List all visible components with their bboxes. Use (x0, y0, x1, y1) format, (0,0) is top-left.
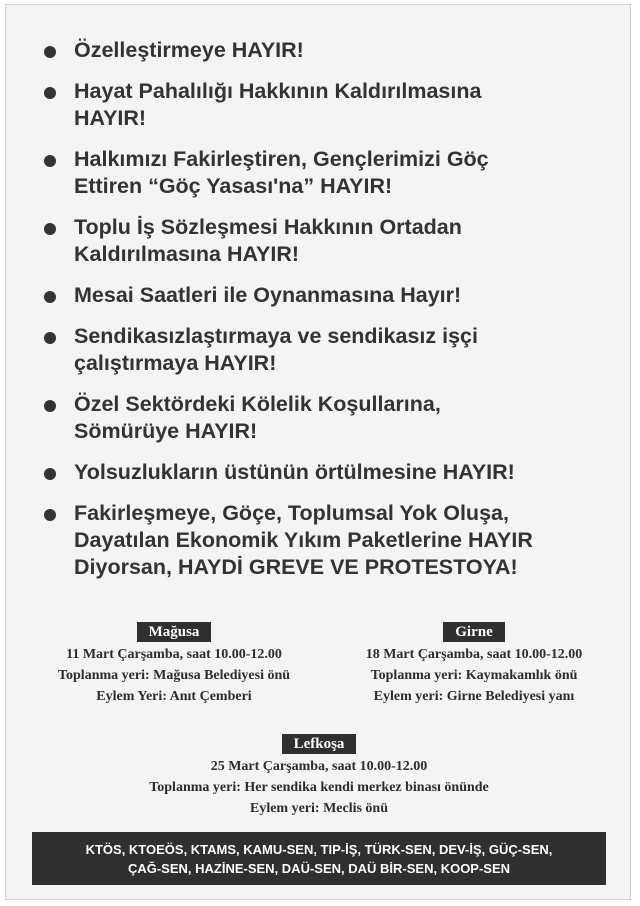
demand-item (42, 500, 612, 581)
demand-text: Halkımızı Fakirleştiren, Gençlerimizi Göç Ettiren “Göç Yasası'na” HAYIR! (74, 147, 489, 198)
union-list-banner (32, 832, 606, 885)
city-label: Girne (443, 622, 505, 642)
bullet-icon (44, 291, 56, 303)
demand-item (42, 214, 612, 268)
bullet-icon (44, 332, 56, 344)
bullet-icon (44, 400, 56, 412)
demand-text: Yolsuzlukların üstünün örtülmesine HAYIR! (74, 460, 515, 484)
bullet-icon (44, 468, 56, 480)
event-date: 25 Mart Çarşamba, saat 10.00-12.00 (210, 759, 428, 774)
demand-text: Hayat Pahalılığı Hakkının Kaldırılmasına HAYIR! (74, 79, 482, 130)
demand-text: Sendikasızlaştırmaya ve sendikasız işçi çalıştırmaya HAYIR! (74, 324, 478, 375)
bullet-icon (44, 87, 56, 99)
location-girne (324, 622, 624, 707)
action-place: Eylem yeri: Meclis önü (249, 801, 389, 816)
location-magusa (24, 622, 324, 707)
union-list-line: ÇAĞ-SEN, HAZİNE-SEN, DAÜ-SEN, DAÜ BİR-SEN, KOOP-SEN (127, 861, 511, 876)
gathering-place: Toplanma yeri: Kaymakamlık önü (370, 668, 578, 683)
poster (5, 4, 631, 900)
bullet-icon (44, 223, 56, 235)
demand-item (42, 78, 612, 132)
demand-text: Mesai Saatleri ile Oynanmasına Hayır! (74, 283, 462, 307)
bullet-icon (44, 509, 56, 521)
demand-item (42, 323, 612, 377)
demand-text: Toplu İş Sözleşmesi Hakkının Ortadan Kaldırılmasına HAYIR! (74, 215, 462, 266)
demand-item (42, 37, 612, 64)
event-date: 18 Mart Çarşamba, saat 10.00-12.00 (365, 647, 583, 662)
demand-list (42, 37, 612, 595)
demand-item (42, 146, 612, 200)
location-lefkosa (69, 734, 569, 819)
city-label: Lefkoşa (282, 734, 357, 754)
union-list-line: KTÖS, KTOEÖS, KTAMS, KAMU-SEN, TIP-İŞ, TÜRK-SEN, DEV-İŞ, GÜÇ-SEN, (85, 842, 553, 857)
action-place: Eylem Yeri: Anıt Çemberi (96, 689, 252, 704)
bullet-icon (44, 155, 56, 167)
bullet-icon (44, 46, 56, 58)
demand-text: Özelleştirmeye HAYIR! (74, 38, 304, 62)
demand-text: Fakirleşmeye, Göçe, Toplumsal Yok Oluşa, Dayatılan Ekonomik Yıkım Paketlerine HAYIR Diyorsan, HAYDİ GREVE VE PROTESTOYA! (74, 501, 533, 579)
gathering-place: Toplanma yeri: Mağusa Belediyesi önü (57, 668, 291, 683)
demand-text: Özel Sektördeki Kölelik Koşullarına, Sömürüye HAYIR! (74, 392, 441, 443)
action-place: Eylem yeri: Girne Belediyesi yanı (373, 689, 575, 704)
demand-item (42, 391, 612, 445)
city-label: Mağusa (137, 622, 212, 642)
event-date: 11 Mart Çarşamba, saat 10.00-12.00 (66, 647, 282, 662)
gathering-place: Toplanma yeri: Her sendika kendi merkez binası önünde (149, 780, 489, 795)
demand-item (42, 459, 612, 486)
demand-item (42, 282, 612, 309)
